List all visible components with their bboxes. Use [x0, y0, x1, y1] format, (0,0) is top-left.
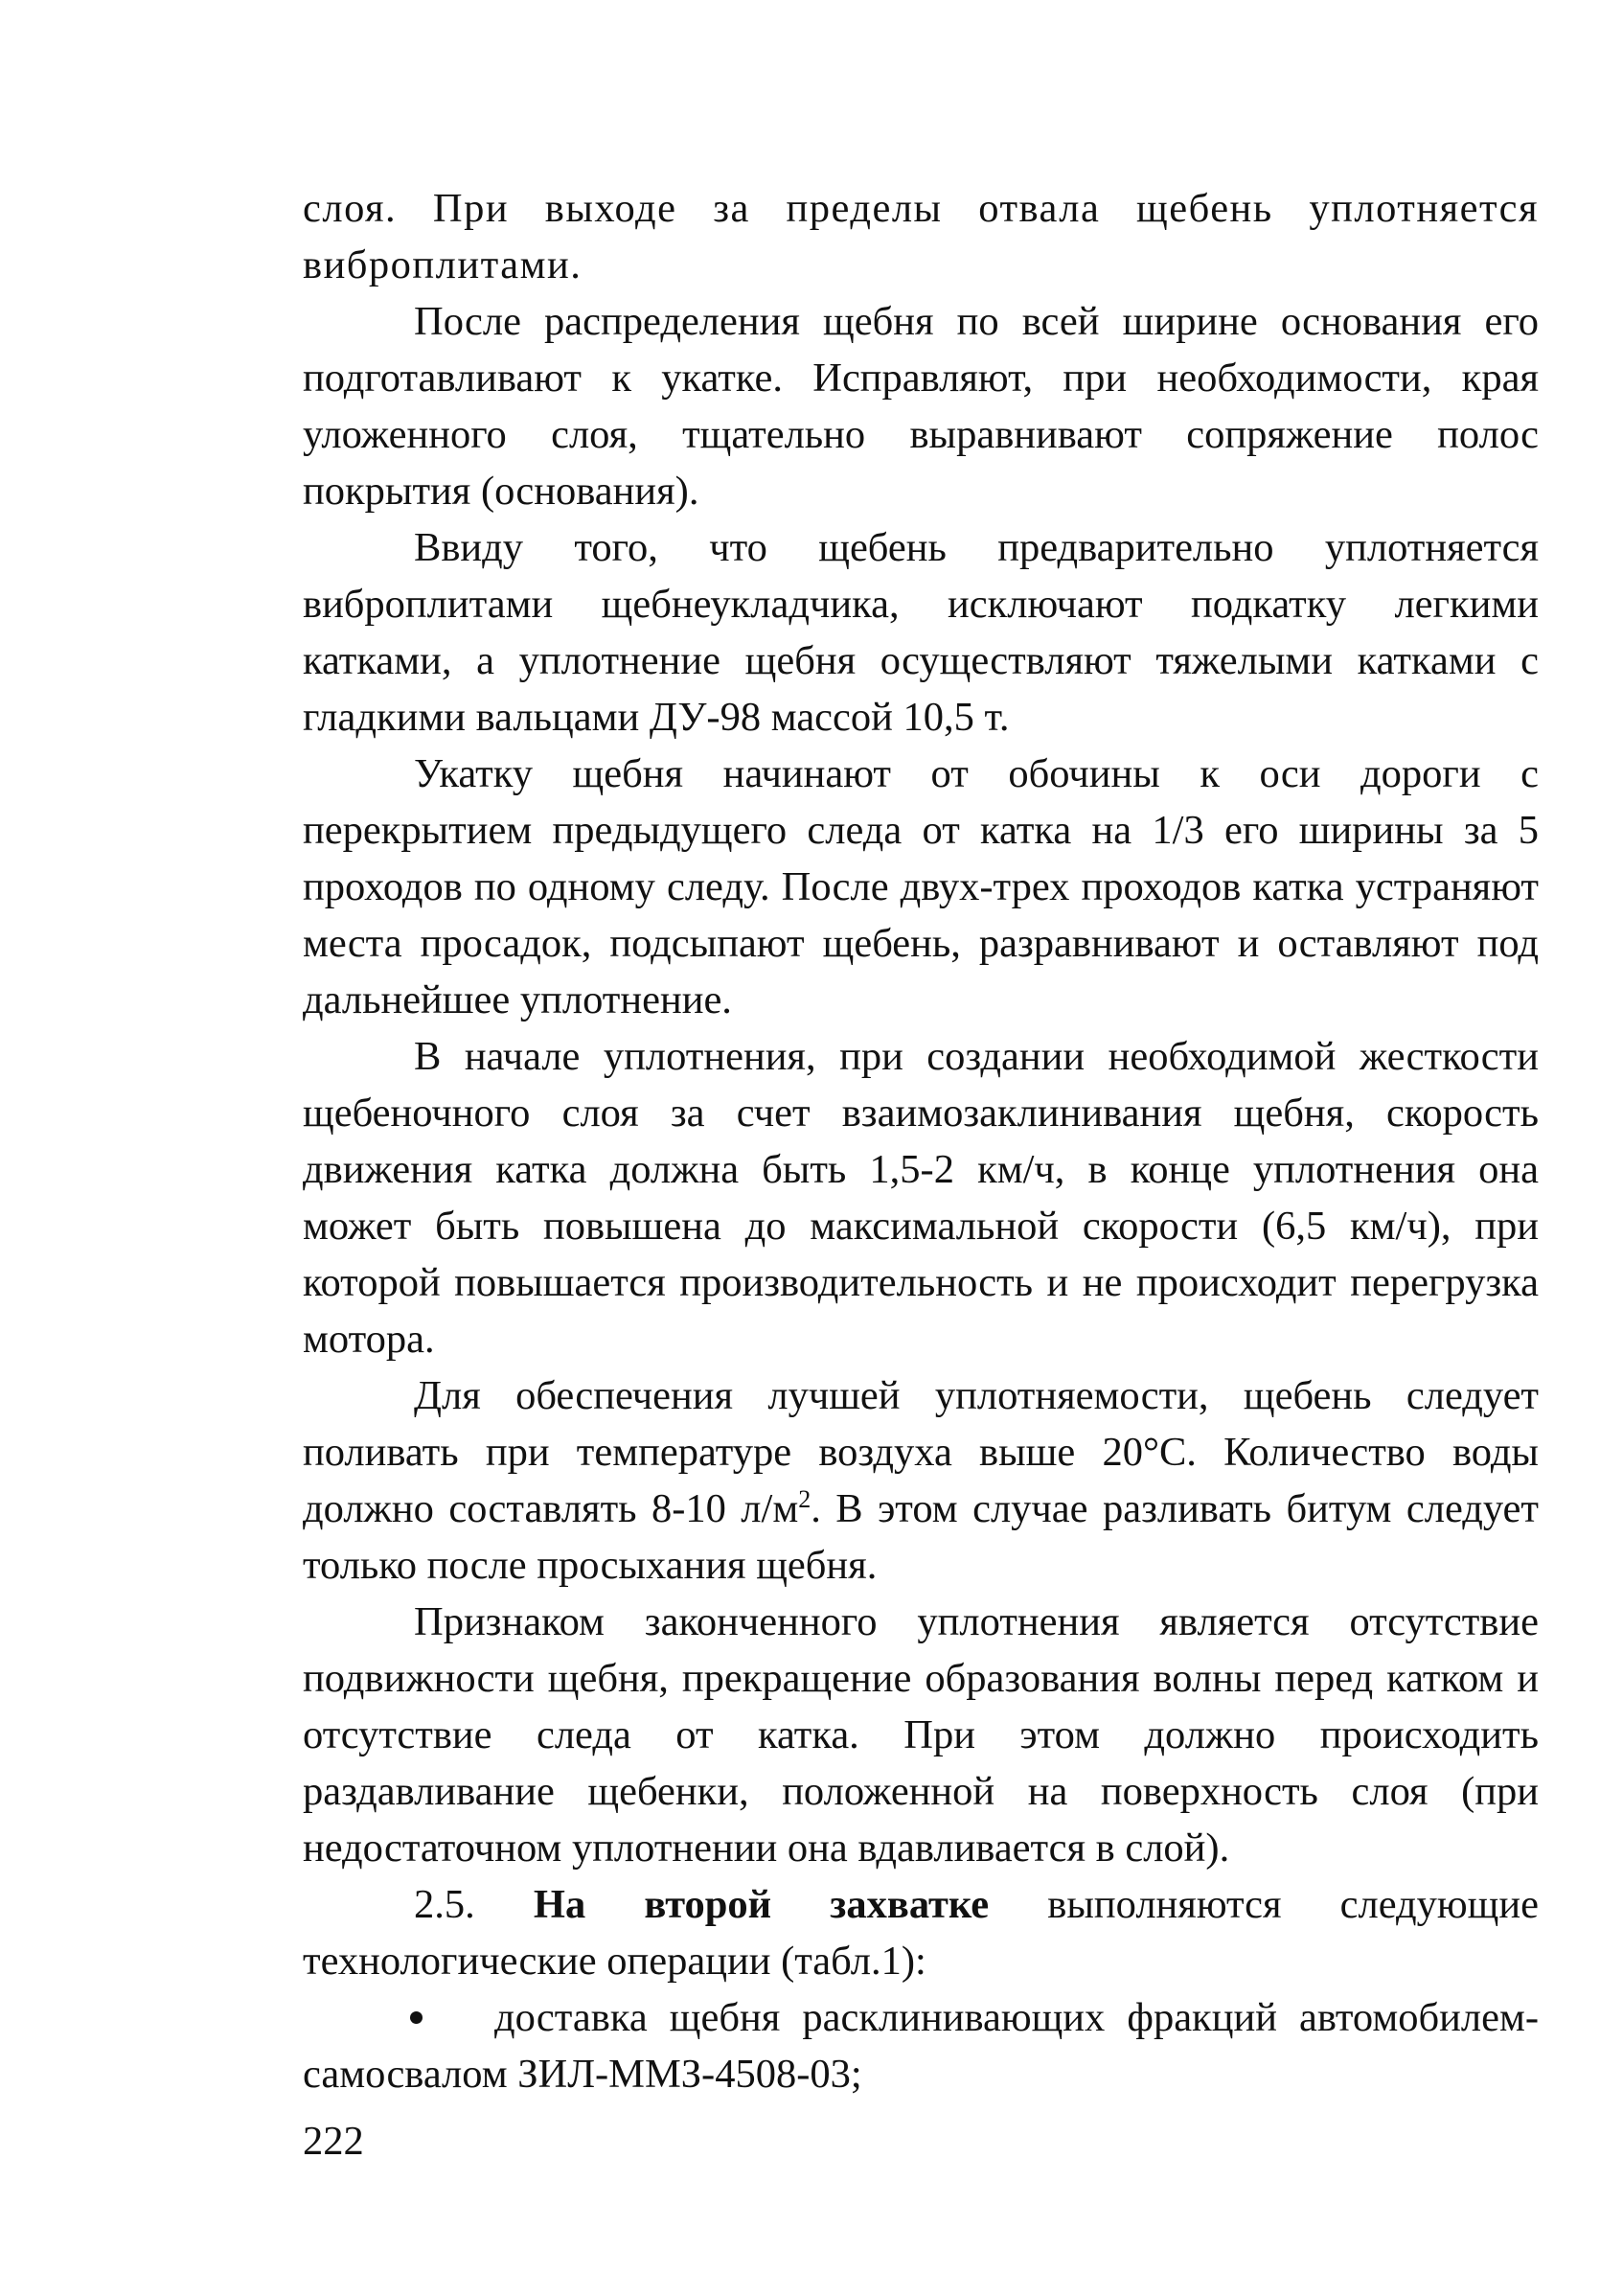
- section-text: выполняются следующие технологические операции (табл.1):: [303, 1882, 1540, 1984]
- section-heading: [303, 1876, 1539, 1989]
- page-body: [303, 180, 1539, 2102]
- watering-text-1: Для обеспечения лучшей уплотняемости, щебень следует поливать при температуре воздуха выше 20°С. Количество воды должно составлять 8-10 л/м: [303, 1373, 1539, 1531]
- watering-superscript: 2: [798, 1484, 811, 1513]
- paragraph-rolling: Укатку щебня начинают от обочины к оси дороги с перекрытием предыдущего следа от катка на 1/3 его ширины за 5 проходов по одному следу. После двух-трех проходов катка устраняют места просадок, подсыпают щебень, разравнивают и оставляют под дальнейшее уплотнение.: [303, 751, 1539, 1022]
- paragraph-continuation: слоя. При выходе за пределы отвала щебень уплотняется виброплитами.: [303, 186, 1539, 287]
- paragraph-spreading: После распределения щебня по всей ширине основания его подготавливают к укатке. Исправляют, при необходимости, края уложенного слоя, тщательно выравнивают сопряжение полос покрытия (основания).: [303, 299, 1539, 514]
- section-number: 2.5.: [414, 1882, 475, 1927]
- paragraph-roller-speed: В начале уплотнения, при создании необходимой жесткости щебеночного слоя за счет взаимозаклинивания щебня, скорость движения катка должна быть 1,5-2 км/ч, в конце уплотнения она может быть повышена до максимальной скорости (6,5 км/ч), при которой повышается производительность и не происходит перегрузка мотора.: [303, 1034, 1539, 1362]
- bullet-item: [303, 1989, 1539, 2102]
- page-number: 222: [303, 2119, 364, 2164]
- bullet-dot-icon: [303, 1989, 494, 2046]
- paragraph-compaction-sign: Признаком законченного уплотнения является отсутствие подвижности щебня, прекращение образования волны перед катком и отсутствие следа от катка. При этом должно происходить раздавливание щебенки, положенной на поверхность слоя (при недостаточном уплотнении она вдавливается в слой).: [303, 1599, 1539, 1871]
- watering-text-2: . В этом случае разливать битум следует только после просыхания щебня.: [303, 1486, 1539, 1588]
- paragraph-preliminary-compaction: Ввиду того, что щебень предварительно уплотняется виброплитами щебнеукладчика, исключают подкатку легкими катками, а уплотнение щебня осуществляют тяжелыми катками с гладкими вальцами ДУ-98 массой 10,5 т.: [303, 525, 1539, 740]
- paragraph-watering: [303, 1367, 1539, 1594]
- bullet-text: доставка щебня расклинивающих фракций автомобилем-самосвалом ЗИЛ-ММЗ-4508-03;: [303, 1995, 1539, 2097]
- section-bold-title: На второй захватке: [533, 1882, 990, 1927]
